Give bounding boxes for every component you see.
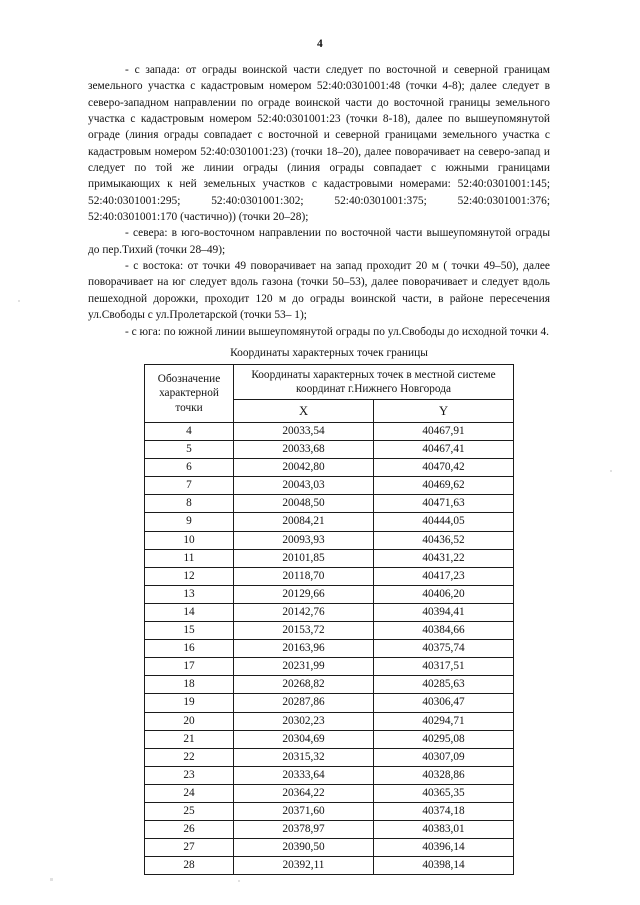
cell-y: 40295,08 bbox=[374, 730, 514, 748]
table-body bbox=[145, 423, 514, 875]
cell-y: 40436,52 bbox=[374, 531, 514, 549]
cell-x: 20129,66 bbox=[234, 585, 374, 603]
cell-x: 20302,23 bbox=[234, 712, 374, 730]
column-header-point: Обозначение характерной точки bbox=[145, 365, 234, 423]
cell-point: 24 bbox=[145, 784, 234, 802]
cell-point: 4 bbox=[145, 423, 234, 441]
cell-x: 20093,93 bbox=[234, 531, 374, 549]
cell-x: 20390,50 bbox=[234, 839, 374, 857]
cell-point: 8 bbox=[145, 495, 234, 513]
table-row bbox=[145, 513, 514, 531]
cell-point: 27 bbox=[145, 839, 234, 857]
cell-point: 18 bbox=[145, 676, 234, 694]
table-row bbox=[145, 748, 514, 766]
table-row bbox=[145, 784, 514, 802]
cell-y: 40384,66 bbox=[374, 622, 514, 640]
cell-y: 40374,18 bbox=[374, 802, 514, 820]
body-text-block bbox=[88, 62, 550, 340]
cell-x: 20033,54 bbox=[234, 423, 374, 441]
cell-x: 20118,70 bbox=[234, 567, 374, 585]
cell-point: 20 bbox=[145, 712, 234, 730]
cell-y: 40398,14 bbox=[374, 857, 514, 875]
cell-x: 20163,96 bbox=[234, 640, 374, 658]
cell-point: 12 bbox=[145, 567, 234, 585]
coordinates-table-wrapper bbox=[144, 364, 514, 875]
column-header-coordinates: Координаты характерных точек в местной системе координат г.Нижнего Новгорода bbox=[234, 365, 514, 400]
cell-point: 13 bbox=[145, 585, 234, 603]
paragraph-south: - с юга: по южной линии вышеупомянутой ограды по ул.Свободы до исходной точки 4. bbox=[125, 325, 550, 338]
table-row bbox=[145, 567, 514, 585]
scan-speck bbox=[610, 470, 612, 472]
cell-y: 40375,74 bbox=[374, 640, 514, 658]
cell-y: 40383,01 bbox=[374, 821, 514, 839]
cell-y: 40306,47 bbox=[374, 694, 514, 712]
cell-x: 20043,03 bbox=[234, 477, 374, 495]
cell-y: 40417,23 bbox=[374, 567, 514, 585]
table-row bbox=[145, 821, 514, 839]
cell-point: 28 bbox=[145, 857, 234, 875]
cell-y: 40394,41 bbox=[374, 603, 514, 621]
scan-speck bbox=[50, 878, 53, 881]
cell-x: 20371,60 bbox=[234, 802, 374, 820]
cell-point: 7 bbox=[145, 477, 234, 495]
cell-point: 5 bbox=[145, 441, 234, 459]
paragraph-east: - с востока: от точки 49 поворачивает на запад проходит 20 м ( точки 49–50), далее поворачивает на юг следует вдоль газона (точки 50–53), далее поворачивает и следует вдоль пешеходной дорожки, проходит 120 м до ограды воинской части, в районе пересечения ул.Свободы с ул.Пролетарской (точки 53– 1); bbox=[88, 260, 550, 322]
cell-y: 40406,20 bbox=[374, 585, 514, 603]
table-row bbox=[145, 441, 514, 459]
cell-point: 22 bbox=[145, 748, 234, 766]
table-header-row-1 bbox=[145, 365, 514, 400]
cell-point: 15 bbox=[145, 622, 234, 640]
cell-y: 40467,91 bbox=[374, 423, 514, 441]
scan-speck bbox=[238, 880, 240, 882]
cell-y: 40396,14 bbox=[374, 839, 514, 857]
cell-x: 20304,69 bbox=[234, 730, 374, 748]
cell-point: 25 bbox=[145, 802, 234, 820]
table-row bbox=[145, 839, 514, 857]
cell-y: 40365,35 bbox=[374, 784, 514, 802]
cell-x: 20048,50 bbox=[234, 495, 374, 513]
cell-x: 20153,72 bbox=[234, 622, 374, 640]
cell-x: 20333,64 bbox=[234, 766, 374, 784]
cell-x: 20033,68 bbox=[234, 441, 374, 459]
table-row bbox=[145, 857, 514, 875]
table-row bbox=[145, 585, 514, 603]
table-row bbox=[145, 423, 514, 441]
cell-x: 20392,11 bbox=[234, 857, 374, 875]
table-row bbox=[145, 712, 514, 730]
cell-x: 20268,82 bbox=[234, 676, 374, 694]
table-row bbox=[145, 549, 514, 567]
table-row bbox=[145, 676, 514, 694]
cell-x: 20287,86 bbox=[234, 694, 374, 712]
cell-point: 21 bbox=[145, 730, 234, 748]
cell-y: 40444,05 bbox=[374, 513, 514, 531]
table-row bbox=[145, 730, 514, 748]
cell-y: 40294,71 bbox=[374, 712, 514, 730]
cell-x: 20378,97 bbox=[234, 821, 374, 839]
table-row bbox=[145, 459, 514, 477]
table-header bbox=[145, 365, 514, 423]
table-row bbox=[145, 766, 514, 784]
paragraph-north: - севера: в юго-восточном направлении по восточной части вышеупомянутой ограды до пер.Тихий (точки 28–49); bbox=[88, 227, 550, 256]
cell-y: 40469,62 bbox=[374, 477, 514, 495]
cell-x: 20101,85 bbox=[234, 549, 374, 567]
scan-speck bbox=[18, 300, 20, 302]
table-row bbox=[145, 802, 514, 820]
cell-y: 40467,41 bbox=[374, 441, 514, 459]
cell-x: 20231,99 bbox=[234, 658, 374, 676]
table-caption: Координаты характерных точек границы bbox=[230, 347, 428, 359]
table-row bbox=[145, 640, 514, 658]
cell-x: 20084,21 bbox=[234, 513, 374, 531]
cell-point: 16 bbox=[145, 640, 234, 658]
table-row bbox=[145, 622, 514, 640]
table-row bbox=[145, 658, 514, 676]
cell-point: 19 bbox=[145, 694, 234, 712]
table-row bbox=[145, 603, 514, 621]
cell-x: 20142,76 bbox=[234, 603, 374, 621]
cell-y: 40431,22 bbox=[374, 549, 514, 567]
cell-point: 6 bbox=[145, 459, 234, 477]
cell-y: 40470,42 bbox=[374, 459, 514, 477]
cell-point: 17 bbox=[145, 658, 234, 676]
cell-point: 9 bbox=[145, 513, 234, 531]
column-header-x: X bbox=[234, 400, 374, 423]
table-row bbox=[145, 531, 514, 549]
paragraph-west: - с запада: от ограды воинской части следует по восточной и северной границам земельного участка с кадастровым номером 52:40:0301001:48 (точки 4-8); далее следует в северо-западном направлении по ограде воинской части до восточной границы земельного участка с кадастровым номером 52:40:0301001:23 (точки 8-18), далее по вышеупомянутой ограде (линия ограды совпадает с восточной и северной границами земельного участка с кадастровым номером 52:40:0301001:23) (точки 18–20), далее поворачивает на северо-запад и следует по той же линии ограды (линия ограды совпадает с южными границами примыкающих к ней земельных участков с кадастровыми номерами: 52:40:0301001:145; 52:40:0301001:295; 52:40:0301001:302; 52:40:0301001:375; 52:40:0301001:376; 52:40:0301001:170 (частично)) (точки 20–28); bbox=[88, 64, 550, 224]
table-row bbox=[145, 694, 514, 712]
cell-point: 23 bbox=[145, 766, 234, 784]
cell-point: 10 bbox=[145, 531, 234, 549]
cell-point: 26 bbox=[145, 821, 234, 839]
column-header-y: Y bbox=[374, 400, 514, 423]
cell-point: 14 bbox=[145, 603, 234, 621]
cell-y: 40471,63 bbox=[374, 495, 514, 513]
coordinates-table bbox=[144, 364, 514, 875]
cell-x: 20364,22 bbox=[234, 784, 374, 802]
cell-y: 40328,86 bbox=[374, 766, 514, 784]
cell-y: 40285,63 bbox=[374, 676, 514, 694]
page-number: 4 bbox=[317, 38, 323, 50]
cell-y: 40307,09 bbox=[374, 748, 514, 766]
table-row bbox=[145, 495, 514, 513]
cell-x: 20315,32 bbox=[234, 748, 374, 766]
cell-y: 40317,51 bbox=[374, 658, 514, 676]
table-row bbox=[145, 477, 514, 495]
cell-x: 20042,80 bbox=[234, 459, 374, 477]
cell-point: 11 bbox=[145, 549, 234, 567]
